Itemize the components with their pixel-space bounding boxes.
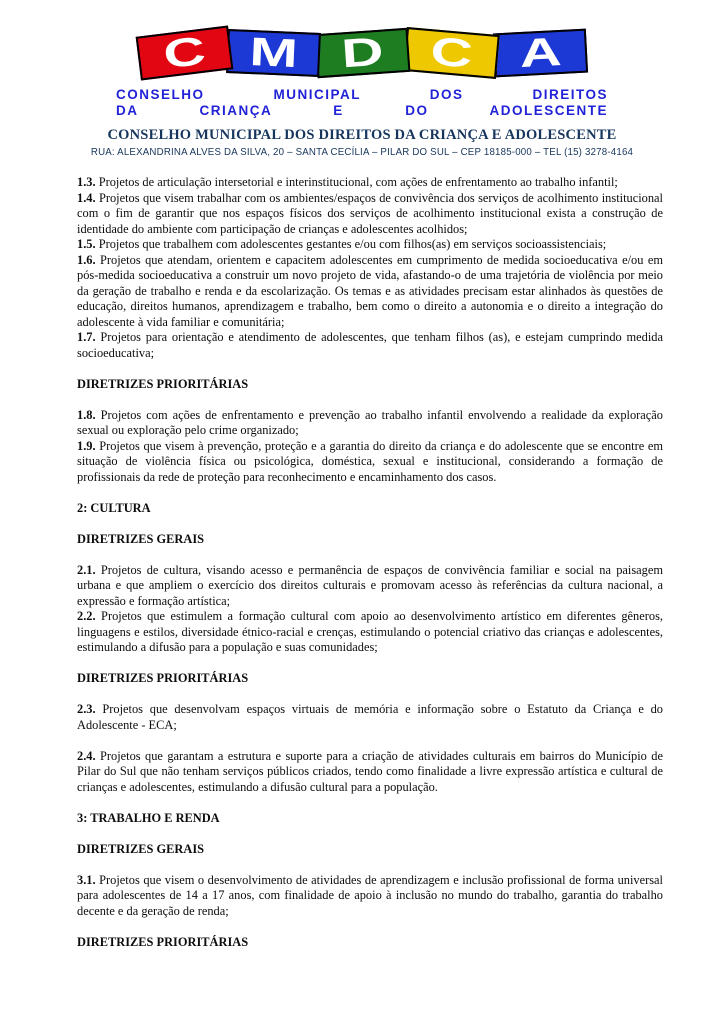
logo-subtitle-line1: CONSELHO MUNICIPAL DOS DIREITOS xyxy=(116,87,608,102)
paragraph-number: 1.4. xyxy=(77,190,96,205)
paragraph-2-4: 2.4. Projetos que garantam a estrutura e suporte para a criação de atividades culturais em bairros do Município de Pilar do Sul que não tenham serviços públicos criados, tendo como finalidade a livre expressão artística e cultural de crianças e adolescentes, estimulando a difusão cultural para a população. xyxy=(77,748,663,794)
logo-tile-c xyxy=(135,25,233,80)
page-title: CONSELHO MUNICIPAL DOS DIREITOS DA CRIANÇA E ADOLESCENTE xyxy=(107,127,617,143)
paragraph-2-3: 2.3. Projetos que desenvolvam espaços virtuais de memória e informação sobre o Estatuto da Criança e do Adolescente - ECA; xyxy=(77,702,663,732)
logo-letter: C xyxy=(428,29,474,77)
paragraph-1-9: 1.9. Projetos que visem à prevenção, proteção e a garantia do direito da criança e do adolescente que se encontre em situação de violência física ou psicológica, doméstica, sexual e institucional, considerando a formação de profissionais da rede de proteção para reconhecimento e encaminhamento dos casos. xyxy=(77,438,663,484)
paragraph-number: 2.1. xyxy=(77,562,96,577)
logo-letter: M xyxy=(247,29,299,77)
paragraph-1-5: 1.5. Projetos que trabalhem com adolescentes gestantes e/ou com filhos(as) em serviços socioassistenciais; xyxy=(77,237,607,251)
paragraph-3-1: 3.1. Projetos que visem o desenvolvimento de atividades de aprendizagem e inclusão profissional de forma universal para adolescentes de 14 a 17 anos, com finalidade de apoio à inclusão no mundo do trabalho, garantia do trabalho decente e da geração de renda; xyxy=(77,872,663,918)
paragraph-1-7: 1.7. Projetos para orientação e atendimento de adolescentes, que tenham filhos (as), e estejam cumprindo medida socioeducativa; xyxy=(77,330,663,360)
section-heading: DIRETRIZES GERAIS xyxy=(77,841,205,856)
section-heading: DIRETRIZES PRIORITÁRIAS xyxy=(77,671,249,685)
paragraph-number: 1.9. xyxy=(77,438,96,453)
paragraph-number: 1.3. xyxy=(77,175,96,189)
section-heading: DIRETRIZES PRIORITÁRIAS xyxy=(77,376,249,391)
logo-subtitle xyxy=(116,87,608,119)
logo-letter: A xyxy=(517,29,563,77)
paragraph-1-3: 1.3. Projetos de articulação intersetorial e interinstitucional, com ações de enfrentamento ao trabalho infantil; xyxy=(77,175,618,189)
paragraph-number: 2.2. xyxy=(77,609,96,623)
paragraph-number: 3.1. xyxy=(77,872,96,887)
logo-subtitle-line2: DA CRIANÇA E DO ADOLESCENTE xyxy=(116,103,608,118)
paragraph-2-1: 2.1. Projetos de cultura, visando acesso e permanência de espaços de convivência familiar e social na paisagem urbana e que ampliem o exercício dos direitos culturais e promovam acesso às referências da cultura nacional, a expressão e formação artística; xyxy=(77,562,663,608)
address-line: RUA: ALEXANDRINA ALVES DA SILVA, 20 – SANTA CECÍLIA – PILAR DO SUL – CEP 18185-000 – TEL (15) 3278-4164 xyxy=(90,147,634,158)
section-heading: 2: CULTURA xyxy=(77,500,151,515)
paragraph-number: 2.3. xyxy=(77,702,96,716)
paragraph-1-8: 1.8. Projetos com ações de enfrentamento e prevenção ao trabalho infantil envolvendo a realidade da exploração sexual ou exploração pelo crime organizado; xyxy=(77,407,663,437)
paragraph-2-2: 2.2. Projetos que estimulem a formação cultural com apoio ao desenvolvimento artístico em diferentes gêneros, linguagens e estilos, diversidade étnico-racial e crenças, estimulando o potencial criativo das crianças e adolescentes, estimulando a difusão para a população e suas comunidades; xyxy=(77,609,663,654)
paragraph-number: 1.7. xyxy=(77,330,96,344)
paragraph-1-6: 1.6. Projetos que atendam, orientem e capacitem adolescentes em cumprimento de medida socioeducativa e/ou em pós-medida socioeducativa a construir um novo projeto de vida, afastando-o de uma trajetória de violência por meio da geração de trabalho e renda e da escolarização. Os temas e as atividades precisam estar alinhados às questões de educação, direitos humanos, aprendizagem e trabalho, bem como o direito a autonomia e o direito a integração do adolescente à vida familiar e comunitária; xyxy=(77,252,663,329)
paragraph-number: 1.5. xyxy=(77,237,96,251)
logo-tiles xyxy=(116,26,608,80)
section-heading: DIRETRIZES GERAIS xyxy=(77,531,205,546)
logo-tile-a xyxy=(492,29,587,78)
paragraph-number: 1.8. xyxy=(77,407,96,422)
paragraph-number: 2.4. xyxy=(77,748,96,763)
logo-tile-m xyxy=(226,29,321,77)
section-heading: DIRETRIZES PRIORITÁRIAS xyxy=(77,934,249,949)
logo-tile-c xyxy=(403,27,499,79)
logo-letter: C xyxy=(160,28,208,78)
paragraph-1-4: 1.4. Projetos que visem trabalhar com os ambientes/espaços de convivência dos serviços de acolhimento institucional com o fim de garantir que nos espaços físicos dos serviços de acolhimento institucional exista a construção de identidade do ambiente com participação de crianças e adolescentes acolhidos; xyxy=(77,190,663,236)
letterhead xyxy=(0,0,724,158)
document-body xyxy=(77,175,663,950)
paragraph-number: 1.6. xyxy=(77,252,96,267)
cmdca-logo xyxy=(116,26,608,119)
section-heading: 3: TRABALHO E RENDA xyxy=(77,810,220,825)
logo-letter: D xyxy=(339,29,385,77)
logo-tile-d xyxy=(314,28,410,78)
